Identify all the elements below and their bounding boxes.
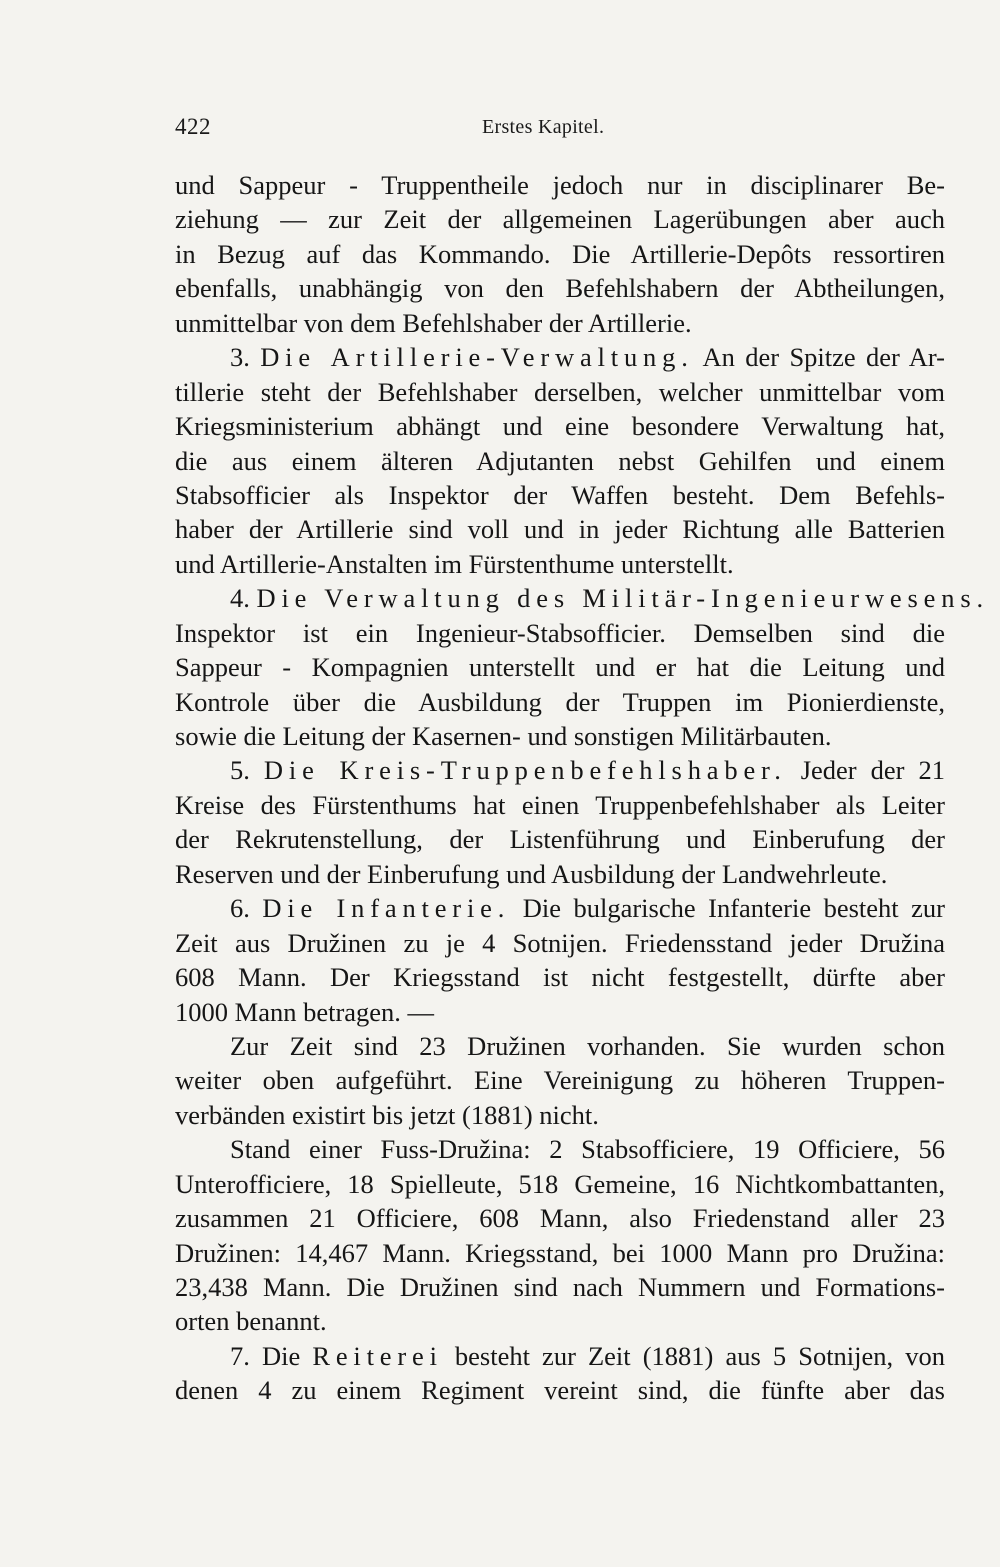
spaced-heading: Die Infanterie. xyxy=(262,893,511,924)
text-line: 1000 Mann betragen. — xyxy=(175,996,435,1027)
text-line: Zur Zeit sind 23 Družinen vorhanden. Sie wurden schon xyxy=(230,1030,945,1061)
line-rest: Jeder der 21 xyxy=(786,755,946,786)
text-line: weiter oben aufgeführt. Eine Vereinigung zu höheren Truppen- xyxy=(175,1065,945,1096)
spaced-heading: Reiterei xyxy=(312,1340,443,1371)
line-prefix: 6. xyxy=(230,893,263,924)
line-rest: besteht zur Zeit (1881) aus 5 Sotnijen, von xyxy=(442,1340,946,1371)
text-line: Unterofficiere, 18 Spielleute, 518 Gemeine, 16 Nichtkombattanten, xyxy=(175,1168,945,1199)
spaced-heading: Die Kreis-Truppenbefehlshaber. xyxy=(263,755,787,786)
text-line: die aus einem älteren Adjutanten nebst Gehilfen und einem xyxy=(175,445,945,476)
text-line: 23,438 Mann. Die Družinen sind nach Nummern und Formations- xyxy=(175,1272,945,1302)
body-text xyxy=(175,168,989,1408)
text-line: Kreise des Fürstenthums hat einen Truppenbefehlshaber als Leiter xyxy=(175,789,945,820)
text-line: ziehung — zur Zeit der allgemeinen Lagerübungen aber auch xyxy=(175,204,945,235)
text-line: sowie die Leitung der Kasernen- und sonstigen Militärbauten. xyxy=(175,721,832,751)
text-line: unmittelbar von dem Befehlshaber der Artillerie. xyxy=(175,307,692,338)
text-line: und Artillerie-Anstalten im Fürstenthume unterstellt. xyxy=(175,548,734,579)
line-prefix: 5. xyxy=(230,755,264,786)
text-line: denen 4 zu einem Regiment vereint sind, die fünfte aber das xyxy=(175,1375,945,1406)
text-line: Stabsofficier als Inspektor der Waffen besteht. Dem Befehls- xyxy=(175,479,945,510)
text-line: Sappeur - Kompagnien unterstellt und er hat die Leitung und xyxy=(175,652,945,683)
text-line: haber der Artillerie sind voll und in jeder Richtung alle Batterien xyxy=(175,514,945,545)
line-rest: An der Spitze der Ar- xyxy=(693,342,945,373)
line-rest: Die bulgarische Infanterie besteht zur xyxy=(510,893,945,924)
running-title: Erstes Kapitel. xyxy=(482,116,605,138)
text-line xyxy=(175,340,945,374)
spaced-heading: Die Verwaltung des Militär-Ingenieurwesens. xyxy=(256,583,989,614)
text-line: verbänden existirt bis jetzt (1881) nicht. xyxy=(175,1099,599,1130)
line-prefix: 7. Die xyxy=(230,1340,313,1371)
line-prefix: 4. xyxy=(230,583,257,614)
text-line: orten benannt. xyxy=(175,1306,327,1337)
text-line: Zeit aus Družinen zu je 4 Sotnijen. Friedensstand jeder Družina xyxy=(175,927,945,958)
text-line: in Bezug auf das Kommando. Die Artillerie-Depôts ressortiren xyxy=(175,238,945,269)
text-line xyxy=(175,891,945,925)
spaced-heading: Die Artillerie-Verwaltung. xyxy=(260,342,694,373)
page-header xyxy=(175,114,945,146)
text-line: Reserven und der Einberufung und Ausbildung der Landwehrleute. xyxy=(175,858,888,889)
text-line: und Sappeur - Truppentheile jedoch nur in disciplinarer Be- xyxy=(175,170,945,200)
text-line xyxy=(175,1339,945,1373)
text-line: Kontrole über die Ausbildung der Truppen im Pionierdienste, xyxy=(175,686,945,717)
text-line: Kriegsministerium abhängt und eine besondere Verwaltung hat, xyxy=(175,411,945,442)
text-line: zusammen 21 Officiere, 608 Mann, also Friedenstand aller 23 xyxy=(175,1203,945,1234)
text-line: Inspektor ist ein Ingenieur-Stabsofficier. Demselben sind die xyxy=(175,617,945,648)
text-line: der Rekrutenstellung, der Listenführung und Einberufung der xyxy=(175,824,945,855)
text-line xyxy=(175,581,989,615)
text-line: ebenfalls, unabhängig von den Befehlshabern der Abtheilungen, xyxy=(175,273,945,304)
page-number: 422 xyxy=(175,114,211,139)
text-line: tillerie steht der Befehlshaber derselben, welcher unmittelbar vom xyxy=(175,376,945,407)
text-line xyxy=(175,753,945,787)
text-line: Družinen: 14,467 Mann. Kriegsstand, bei 1000 Mann pro Družina: xyxy=(175,1237,945,1268)
text-line: Stand einer Fuss-Družina: 2 Stabsofficiere, 19 Officiere, 56 xyxy=(230,1134,945,1165)
line-prefix: 3. xyxy=(230,342,261,373)
text-line: 608 Mann. Der Kriegsstand ist nicht festgestellt, dürfte aber xyxy=(175,962,945,993)
